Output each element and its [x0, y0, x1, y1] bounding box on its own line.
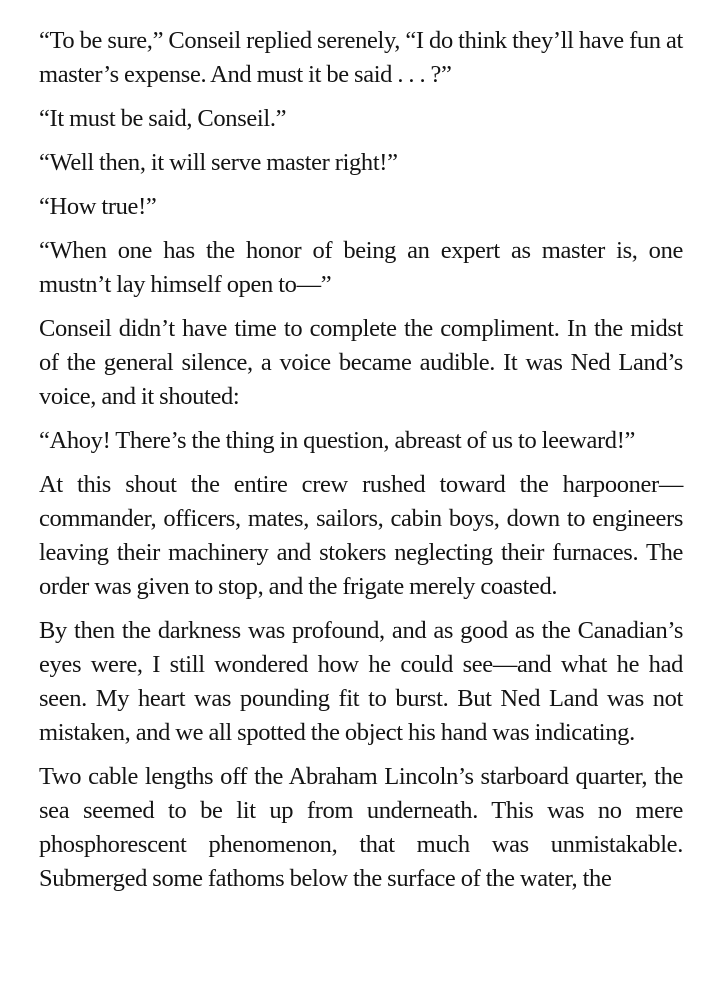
paragraph-10: Two cable lengths off the Abraham Lincoln’s starboard quarter, the sea seemed to be lit up from underneath. This was no mere phosphorescent phenomenon, that much was unmistakable. Submerged some fathoms below the surface of the water, the [39, 763, 683, 892]
paragraph-4: “How true!” [39, 193, 157, 220]
paragraph-6: Conseil didn’t have time to complete the compliment. In the midst of the general silence, a voice became audible. It was Ned Land’s voice, and it shouted: [39, 315, 683, 410]
paragraph-8: At this shout the entire crew rushed toward the harpooner—commander, officers, mates, sailors, cabin boys, down to engineers leaving their machinery and stokers neglecting their furnaces. The order was given to stop, and the frigate merely coasted. [39, 471, 683, 600]
paragraph-5: “When one has the honor of being an expert as master is, one mustn’t lay himself open to—” [39, 237, 683, 298]
paragraph-1: “To be sure,” Conseil replied serenely, “I do think they’ll have fun at master’s expense. And must it be said . . . ?” [39, 27, 683, 88]
paragraph-7: “Ahoy! There’s the thing in question, abreast of us to leeward!” [39, 427, 636, 454]
paragraph-3: “Well then, it will serve master right!” [39, 149, 398, 176]
paragraph-2: “It must be said, Conseil.” [39, 105, 287, 132]
book-page [39, 24, 683, 906]
paragraph-9: By then the darkness was profound, and as good as the Canadian’s eyes were, I still wondered how he could see—and what he had seen. My heart was pounding fit to burst. But Ned Land was not mistaken, and we all spotted the object his hand was indicating. [39, 617, 683, 746]
